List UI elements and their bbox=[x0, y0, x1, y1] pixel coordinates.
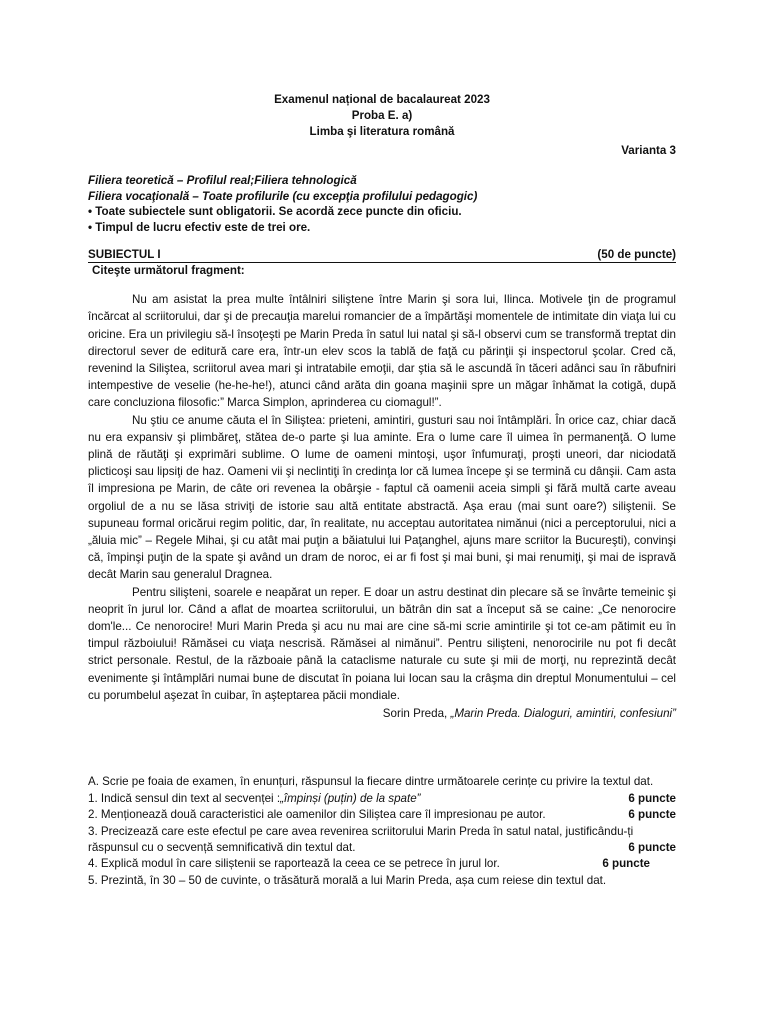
task-1-points: 6 puncte bbox=[628, 791, 676, 805]
filiera-line-2: Filiera vocaţională – Toate profilurile (cu excepţia profilului pedagogic) bbox=[88, 189, 478, 203]
task-3-points: 6 puncte bbox=[628, 840, 676, 854]
subject-instruction: Citeşte următorul fragment: bbox=[92, 264, 245, 278]
task-1 bbox=[88, 791, 676, 807]
source-author: Sorin Preda, bbox=[382, 707, 451, 721]
subject-heading bbox=[88, 247, 676, 263]
filiera-block bbox=[88, 173, 676, 235]
subject-title: SUBIECTUL I bbox=[88, 248, 161, 262]
exam-variant: Varianta 3 bbox=[621, 144, 676, 157]
task-4 bbox=[88, 856, 676, 872]
fragment-source bbox=[88, 705, 676, 722]
task-5-text: 5. Prezintă, în 30 – 50 de cuvinte, o trăsătură morală a lui Marin Preda, așa cum reiese din textul dat. bbox=[88, 873, 607, 887]
task-4-points: 6 puncte bbox=[602, 857, 650, 871]
task-1-quote: „împinși (puțin) de la spate” bbox=[280, 791, 421, 805]
exam-subject: Limba şi literatura română bbox=[309, 125, 455, 138]
rule-note-1: • Toate subiectele sunt obligatorii. Se acordă zece puncte din oficiu. bbox=[88, 205, 462, 219]
task-2-text: 2. Menționează două caracteristici ale oamenilor din Siliștea care îl impresionau pe autor. bbox=[88, 808, 546, 822]
source-title: „Marin Preda. Dialoguri, amintiri, confesiuni” bbox=[450, 707, 676, 721]
rule-note-2: • Timpul de lucru efectiv este de trei ore. bbox=[88, 220, 311, 234]
task-3-text-b: răspunsul cu o secvență semnificativă din textul dat. bbox=[88, 840, 356, 854]
fragment-paragraph-3: Pentru silişteni, soarele e neapărat un reper. E doar un astru destinat din plecare să se învârte temeinic şi neoprit în jurul lor. Când a aflat de moartea scriitorului, un bătrân din sat a început să se caine: „Ce nenorocire dom'le... Ce nenorocire! Muri Marin Preda şi acu nu mai are cine să-mi scrie amintirile şi tot ce-am pătimit eu în timpul războiului! Rămăsei cu viaţa nescrisă. Rămăsei al nimănui”. Pentru silişteni, nenorocirile nu pot fi decât strict personale. Restul, de la războaie până la cataclisme naturale cu sute şi mii de morţi, nu reprezintă decât evenimente şi întâmplări numai bune de discutat în poiana lui Iocan sau la crâşma din dreptul Monumentului – cel cu porumbelul aşezat în cuibar, în aşteptarea păcii mondiale. bbox=[88, 585, 676, 702]
task-1-text: 1. Indică sensul din text al secvenței :„împinși (puțin) de la spate” bbox=[88, 791, 421, 805]
tasks-intro: A. Scrie pe foaia de examen, în enunțuri, răspunsul la fiecare dintre următoarele cerințe cu privire la textul dat. bbox=[88, 775, 654, 789]
exam-page bbox=[88, 92, 676, 889]
tasks-block bbox=[88, 774, 676, 889]
exam-test: Proba E. a) bbox=[351, 109, 413, 122]
task-2 bbox=[88, 807, 676, 823]
fragment-text bbox=[88, 291, 676, 722]
fragment-paragraph-1: Nu am asistat la prea multe întâlniri siliştene între Marin şi sora lui, Ilinca. Motivele ţin de programul încărcat al scriitorului, dar şi de precauţia marelui romancier de a împărtăşi momentele de intimitate din viaţa lui cu oricine. Era un privilegiu să-l însoţeşti pe Marin Preda în satul lui natal şi să-l observi cum se transformă treptat din directorul sever de editură care era, într-un elev scos la tablă de faţă cu părinţii şi inspectorul şcolar. Cred că, revenind la Siliştea, scriitorul avea mari şi intratabile emoţii, dar ştia să le ascundă în tăceri adânci sau în răbufniri intempestive de veselie (he-he-he!), atunci când arăta din goana maşinii spre un măgar înhămat la cotigă, după care concluziona filosofic:” Marca Simplon, aprinderea cu ciomagul!”. bbox=[88, 293, 676, 410]
fragment-paragraph-2: Nu ştiu ce anume căuta el în Siliştea: prieteni, amintiri, gusturi sau noi întâmplări. În orice caz, chiar dacă nu era expansiv şi plimbăreţ, stătea de-o parte şi lua aminte. Era o lume care îl uimea în permanenţă. O lume plină de răutăţi şi exprimări sublime. O lume de oameni mintoşi, uşor înfumuraţi, proşti uneori, dar niciodată plicticoşi sau lipsiţi de haz. Oameni vii şi neclintiţi în credinţa lor că lumea începe şi se termină cu dânşii. Cam asta îl impresiona pe Marin, de câte ori revenea la obârşie - faptul că oamenii aceia simpli şi fără multă carte aveau orgoliul de a nu se lăsa striviţi de istorie sau altă entitate abstractă. Aşa erau (mai sunt oare?) siliştenii. Se supuneau formal oricărui regim politic, dar, în realitate, nu acceptau autoritatea nimănui (nici a perceptorului, nici a „ăluia mic” – Regele Mihai, şi cu atât mai puţin a băiatului lui Paţanghel, ajuns mare scriitor la Bucureşti), convinşi că, împinşi puţin de la spate şi având un dram de noroc, ei ar fi fost şi mai buni, şi mai renumiţi, şi mai de ispravă decât Marin sau generalul Dragnea. bbox=[88, 413, 676, 582]
subject-points: (50 de puncte) bbox=[597, 248, 676, 262]
task-3 bbox=[88, 824, 676, 857]
filiera-line-1: Filiera teoretică – Profilul real;Filiera tehnologică bbox=[88, 174, 357, 188]
task-3-text-a: 3. Precizează care este efectul pe care avea revenirea scriitorului Marin Preda în satul natal, justificându-ți bbox=[88, 824, 634, 838]
exam-title: Examenul național de bacalaureat 2023 bbox=[274, 93, 490, 106]
task-4-text: 4. Explică modul în care siliștenii se raportează la ceea ce se petrece în jurul lor. bbox=[88, 857, 500, 871]
task-3-last-line bbox=[88, 840, 676, 856]
task-2-points: 6 puncte bbox=[628, 808, 676, 822]
